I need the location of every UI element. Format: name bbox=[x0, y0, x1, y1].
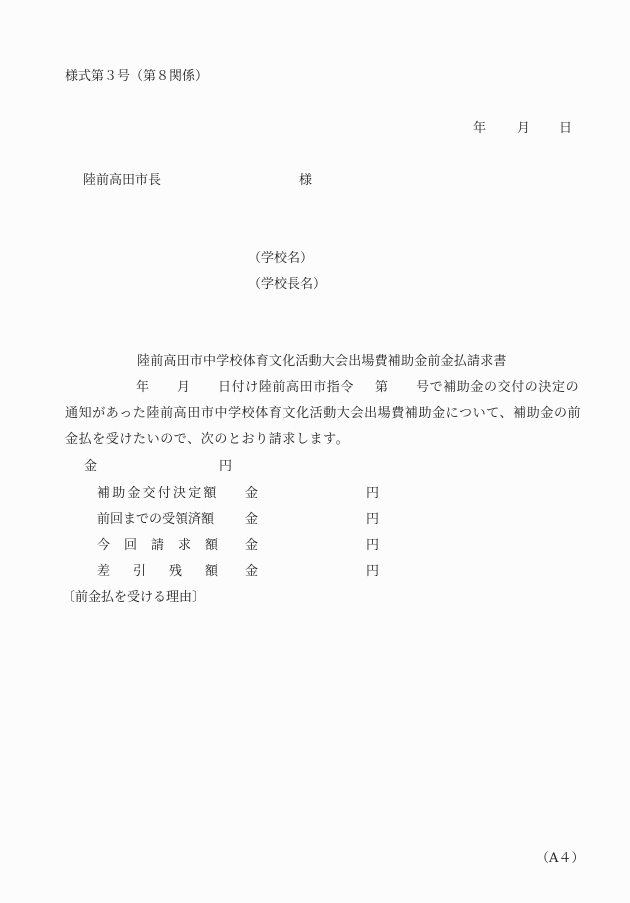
body-line-3: 金払を受けたいので、次のとおり請求します。 bbox=[65, 432, 350, 447]
body-year: 年 bbox=[136, 380, 150, 395]
paper-size-label: （A４） bbox=[536, 851, 585, 866]
addressee-honorific: 様 bbox=[299, 173, 313, 188]
breakdown-prefix: 金 bbox=[245, 486, 259, 501]
breakdown-label: 前回までの受領済額 bbox=[97, 512, 215, 527]
addressee-name: 陸前高田市長 bbox=[83, 173, 162, 188]
school-name-label: （学校名） bbox=[248, 251, 314, 266]
breakdown-prefix: 金 bbox=[245, 512, 259, 527]
date-month-label: 月 bbox=[517, 121, 531, 136]
body-month: 月 bbox=[177, 380, 191, 395]
total-amount bbox=[84, 460, 232, 473]
body-line-2: 通知があった陸前高田市中学校体育文化活動大会出場費補助金について、補助金の前 bbox=[65, 406, 582, 421]
document-title: 陸前高田市中学校体育文化活動大会出場費補助金前金払請求書 bbox=[137, 354, 507, 369]
principal-name-label: （学校長名） bbox=[248, 277, 327, 292]
reason-heading: 〔前金払を受ける理由〕 bbox=[62, 590, 206, 605]
breakdown-row bbox=[97, 487, 379, 500]
breakdown-prefix: 金 bbox=[245, 538, 259, 553]
form-number: 様式第３号（第８関係） bbox=[65, 69, 209, 84]
total-prefix: 金 bbox=[84, 459, 98, 474]
breakdown-prefix: 金 bbox=[245, 564, 259, 579]
breakdown-label: 差引残額 bbox=[97, 564, 242, 579]
date-day-label: 日 bbox=[559, 121, 573, 136]
body-date-text: 日付け陸前高田市指令 bbox=[218, 380, 355, 395]
breakdown-unit: 円 bbox=[366, 564, 380, 579]
date-line bbox=[473, 122, 572, 135]
total-unit: 円 bbox=[219, 459, 233, 474]
body-line-1 bbox=[65, 381, 579, 394]
breakdown-unit: 円 bbox=[366, 486, 380, 501]
body-number-prefix: 第 bbox=[375, 380, 389, 395]
date-year-label: 年 bbox=[473, 121, 487, 136]
breakdown-unit: 円 bbox=[366, 512, 380, 527]
breakdown-row bbox=[97, 513, 379, 526]
breakdown-label: 今回請求額 bbox=[97, 538, 233, 553]
breakdown-label: 補助金交付決定額 bbox=[97, 486, 219, 501]
breakdown-row bbox=[97, 565, 379, 578]
breakdown-row bbox=[97, 539, 379, 552]
breakdown-unit: 円 bbox=[366, 538, 380, 553]
body-line-1-rest: 号で補助金の交付の決定の bbox=[416, 380, 580, 395]
addressee bbox=[83, 174, 312, 187]
